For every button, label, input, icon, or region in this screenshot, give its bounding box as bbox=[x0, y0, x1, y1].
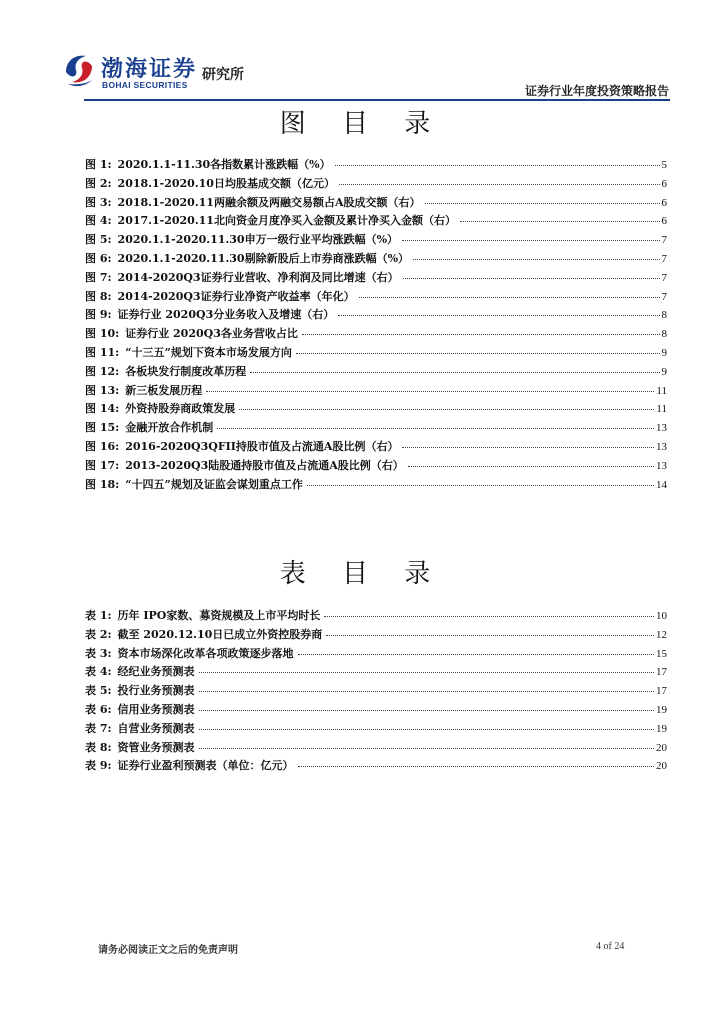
toc-leader bbox=[324, 616, 654, 617]
toc-page: 9 bbox=[661, 346, 667, 359]
toc-number: 图 7: bbox=[85, 270, 112, 284]
toc-page: 5 bbox=[661, 159, 667, 171]
toc-number: 图 12: bbox=[85, 364, 120, 378]
toc-title: 信用业务预测表 bbox=[117, 702, 195, 716]
toc-title: 2014-2020Q3证券行业营收、净利润及同比增速（右） bbox=[117, 270, 399, 284]
toc-page: 17 bbox=[656, 666, 667, 679]
toc-leader bbox=[239, 409, 654, 410]
toc-title: 经纪业务预测表 bbox=[117, 665, 195, 679]
toc-leader bbox=[402, 447, 654, 448]
figure-list-heading: 图 目 录 bbox=[279, 109, 445, 139]
table-list bbox=[85, 607, 667, 776]
toc-row[interactable] bbox=[85, 306, 667, 325]
toc-page: 11 bbox=[656, 384, 667, 397]
toc-number: 图 14: bbox=[85, 402, 120, 416]
toc-title: 2017.1-2020.11北向资金月度净买入金额及累计净买入金额（右） bbox=[117, 214, 456, 228]
toc-row[interactable] bbox=[85, 701, 667, 720]
toc-page: 8 bbox=[661, 309, 667, 322]
toc-leader bbox=[199, 729, 654, 730]
toc-row[interactable] bbox=[85, 663, 667, 682]
toc-row[interactable] bbox=[85, 438, 667, 457]
report-type: 证券行业年度投资策略报告 bbox=[524, 84, 669, 98]
toc-page: 15 bbox=[656, 647, 667, 660]
toc-row[interactable] bbox=[85, 476, 667, 495]
toc-number: 表 2: bbox=[85, 627, 112, 641]
toc-row[interactable] bbox=[85, 231, 667, 250]
toc-number: 图 9: bbox=[85, 308, 112, 322]
toc-title: 外资持股券商政策发展 bbox=[125, 402, 236, 416]
toc-leader bbox=[199, 691, 654, 692]
toc-page: 13 bbox=[656, 422, 667, 435]
toc-row[interactable] bbox=[85, 156, 667, 175]
toc-title: 证券行业 2020Q3分业务收入及增速（右） bbox=[117, 308, 335, 322]
logo-chinese-name: 渤海证券 bbox=[101, 57, 198, 82]
toc-page: 13 bbox=[656, 440, 667, 453]
toc-leader bbox=[425, 203, 660, 204]
toc-number: 表 3: bbox=[85, 646, 112, 660]
toc-leader bbox=[413, 259, 659, 260]
toc-number: 图 15: bbox=[85, 421, 120, 435]
toc-row[interactable] bbox=[85, 325, 667, 344]
toc-title: 各板块发行制度改革历程 bbox=[125, 364, 247, 378]
toc-number: 图 2: bbox=[85, 176, 112, 190]
toc-number: 图 17: bbox=[85, 458, 120, 472]
page-number: 4 of 24 bbox=[596, 941, 625, 952]
toc-number: 图 8: bbox=[85, 289, 112, 303]
toc-leader bbox=[339, 184, 660, 185]
toc-leader bbox=[359, 297, 660, 298]
toc-number: 图 11: bbox=[85, 345, 120, 359]
toc-number: 表 1: bbox=[85, 609, 112, 622]
toc-title: 2014-2020Q3证券行业净资产收益率（年化） bbox=[117, 289, 355, 303]
toc-row[interactable] bbox=[85, 250, 667, 269]
toc-page: 19 bbox=[656, 703, 667, 716]
toc-page: 6 bbox=[661, 177, 667, 190]
toc-title: 资本市场深化改革各项政策逐步落地 bbox=[117, 646, 294, 660]
toc-title: 资管业务预测表 bbox=[117, 740, 195, 754]
toc-leader bbox=[250, 372, 659, 373]
toc-title: “十三五”规划下资本市场发展方向 bbox=[125, 345, 292, 359]
toc-row[interactable] bbox=[85, 645, 667, 664]
toc-title: 证券行业 2020Q3各业务营收占比 bbox=[125, 327, 298, 341]
toc-title: 2020.1.1-2020.11.30剔除新股后上市券商涨跌幅（%） bbox=[117, 251, 410, 265]
toc-row[interactable] bbox=[85, 739, 667, 758]
toc-page: 6 bbox=[661, 196, 667, 209]
toc-leader bbox=[199, 748, 654, 749]
toc-row[interactable] bbox=[85, 175, 667, 194]
toc-number: 图 18: bbox=[85, 477, 120, 491]
toc-number: 图 1: bbox=[85, 158, 112, 171]
toc-row[interactable] bbox=[85, 757, 667, 776]
toc-leader bbox=[206, 391, 654, 392]
toc-leader bbox=[338, 315, 659, 316]
toc-title: “十四五”规划及证监会谋划重点工作 bbox=[125, 477, 303, 491]
toc-page: 7 bbox=[661, 290, 667, 303]
toc-title: 投行业务预测表 bbox=[117, 684, 195, 698]
figure-list bbox=[85, 156, 667, 494]
toc-leader bbox=[298, 654, 654, 655]
institute-label: 研究所 bbox=[202, 67, 244, 83]
toc-leader bbox=[403, 278, 660, 279]
toc-page: 7 bbox=[661, 234, 667, 247]
disclaimer-note: 请务必阅读正文之后的免责声明 bbox=[98, 945, 238, 956]
toc-number: 图 5: bbox=[85, 233, 112, 247]
toc-row[interactable] bbox=[85, 626, 667, 645]
toc-leader bbox=[199, 672, 654, 673]
toc-page: 8 bbox=[661, 328, 667, 341]
table-list-heading: 表 目 录 bbox=[279, 559, 445, 589]
toc-title: 历年 IPO家数、募资规模及上市平均时长 bbox=[117, 609, 321, 622]
toc-number: 表 5: bbox=[85, 684, 112, 698]
toc-title: 截至 2020.12.10日已成立外资控股券商 bbox=[117, 627, 323, 641]
toc-number: 图 4: bbox=[85, 214, 112, 228]
toc-leader bbox=[335, 165, 660, 166]
toc-row[interactable] bbox=[85, 288, 667, 307]
toc-title: 新三板发展历程 bbox=[125, 383, 203, 397]
toc-title: 2020.1.1-2020.11.30申万一级行业平均涨跌幅（%） bbox=[117, 233, 399, 247]
toc-leader bbox=[460, 221, 660, 222]
toc-number: 表 8: bbox=[85, 740, 112, 754]
toc-title: 2018.1-2020.11两融余额及两融交易额占A股成交额（右） bbox=[117, 195, 421, 209]
toc-leader bbox=[217, 428, 654, 429]
bohai-logo-icon bbox=[62, 50, 96, 88]
toc-row[interactable] bbox=[85, 682, 667, 701]
toc-title: 金融开放合作机制 bbox=[125, 421, 214, 435]
toc-row[interactable] bbox=[85, 607, 667, 626]
header-divider bbox=[84, 99, 670, 101]
toc-page: 20 bbox=[656, 760, 667, 773]
toc-page: 12 bbox=[656, 628, 667, 641]
toc-number: 表 7: bbox=[85, 721, 112, 735]
toc-leader bbox=[298, 766, 654, 767]
toc-number: 图 3: bbox=[85, 195, 112, 209]
toc-page: 7 bbox=[661, 271, 667, 284]
toc-title: 自营业务预测表 bbox=[117, 721, 195, 735]
toc-row[interactable] bbox=[85, 212, 667, 231]
toc-leader bbox=[302, 334, 660, 335]
toc-leader bbox=[199, 710, 654, 711]
toc-number: 表 4: bbox=[85, 665, 112, 679]
toc-row[interactable] bbox=[85, 363, 667, 382]
toc-row[interactable] bbox=[85, 457, 667, 476]
toc-row[interactable] bbox=[85, 419, 667, 438]
toc-number: 图 10: bbox=[85, 327, 120, 341]
toc-page: 10 bbox=[656, 610, 667, 622]
toc-page: 13 bbox=[656, 459, 667, 472]
toc-leader bbox=[402, 240, 659, 241]
toc-row[interactable] bbox=[85, 194, 667, 213]
toc-row[interactable] bbox=[85, 382, 667, 401]
toc-number: 表 6: bbox=[85, 702, 112, 716]
toc-row[interactable] bbox=[85, 720, 667, 739]
toc-leader bbox=[307, 485, 654, 486]
toc-page: 14 bbox=[656, 478, 667, 491]
toc-page: 17 bbox=[656, 685, 667, 698]
toc-number: 图 6: bbox=[85, 251, 112, 265]
toc-leader bbox=[408, 466, 654, 467]
toc-row[interactable] bbox=[85, 400, 667, 419]
toc-page: 11 bbox=[656, 403, 667, 416]
toc-page: 20 bbox=[656, 741, 667, 754]
toc-number: 图 16: bbox=[85, 439, 120, 453]
toc-number: 表 9: bbox=[85, 759, 112, 773]
toc-page: 9 bbox=[661, 365, 667, 378]
toc-page: 19 bbox=[656, 722, 667, 735]
toc-leader bbox=[296, 353, 660, 354]
toc-title: 证券行业盈利预测表（单位：亿元） bbox=[117, 759, 294, 773]
toc-page: 7 bbox=[661, 252, 667, 265]
logo-english-name: BOHAI SECURITIES bbox=[102, 80, 188, 90]
toc-title: 2013-2020Q3陆股通持股市值及占流通A股比例（右） bbox=[125, 458, 404, 472]
toc-row[interactable] bbox=[85, 344, 667, 363]
toc-page: 6 bbox=[661, 215, 667, 228]
toc-row[interactable] bbox=[85, 269, 667, 288]
toc-leader bbox=[326, 635, 654, 636]
toc-title: 2020.1.1-11.30各指数累计涨跌幅（%） bbox=[117, 158, 331, 171]
toc-title: 2018.1-2020.10日均股基成交额（亿元） bbox=[117, 176, 335, 190]
page-header bbox=[0, 0, 724, 110]
toc-number: 图 13: bbox=[85, 383, 120, 397]
toc-title: 2016-2020Q3QFII持股市值及占流通A股比例（右） bbox=[125, 439, 399, 453]
